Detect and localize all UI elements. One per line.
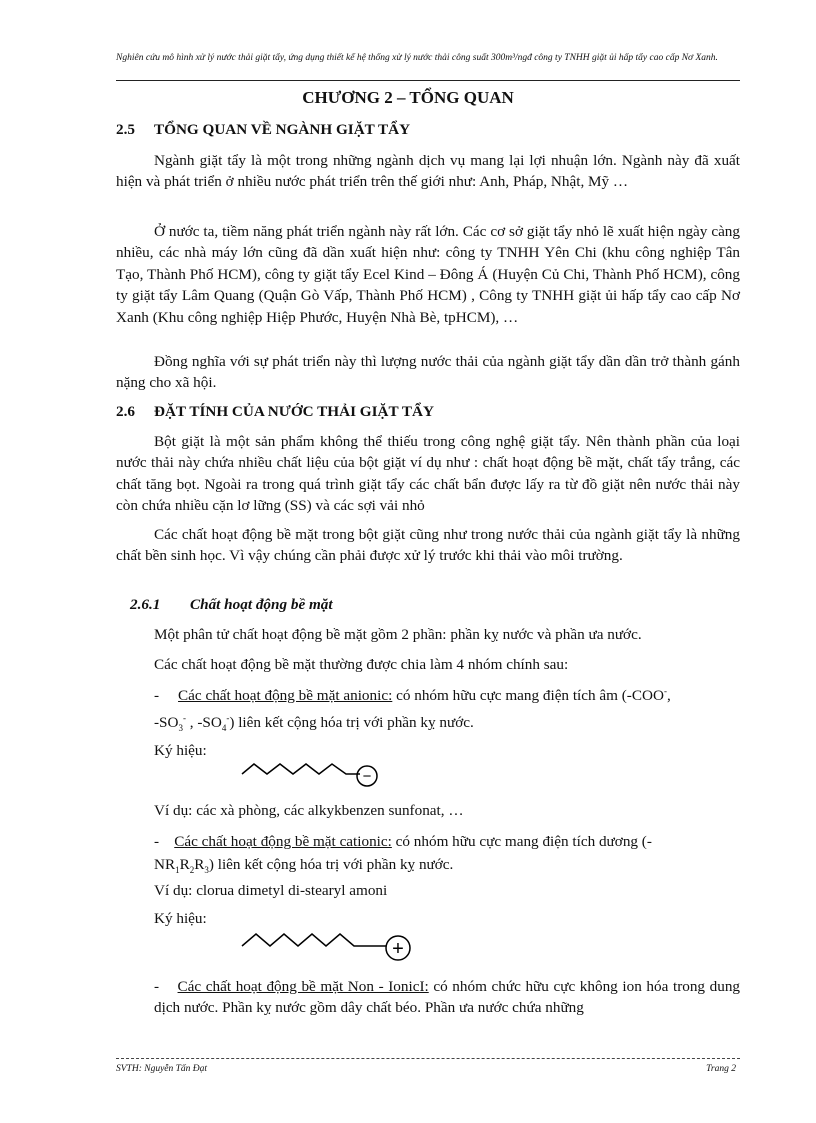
anionic-surfactant-symbol <box>240 760 380 794</box>
subsection-number: 2.6.1 <box>130 596 161 613</box>
list-item-nonionic <box>154 976 740 1019</box>
term-description: có nhóm hữu cực mang điện tích âm (-COO <box>392 687 664 705</box>
footer-rule <box>116 1058 740 1059</box>
list-item-cationic <box>154 833 652 851</box>
paragraph: Các chất hoạt động bề mặt thường được chia làm 4 nhóm chính sau: <box>154 656 569 673</box>
term-description: có nhóm chức hữu cực không ion hóa trong dung dịch nước. Phần kỵ nước gồm dây chất béo. Phần ưa nước chứa những <box>154 978 741 1017</box>
formula-line: $-SO_3^-$ , $-SO_4^-$) liên kết cộng hóa trị với phần kỵ nước. <box>154 713 474 734</box>
section-number: 2.5 <box>116 121 135 138</box>
section-heading-2-6 <box>116 403 434 421</box>
footer-author: SVTH: Nguyễn Tấn Đạt <box>116 1064 208 1074</box>
list-dash: - <box>154 978 160 995</box>
hydrophobic-chain <box>242 934 386 946</box>
section-title: TỔNG QUAN VỀ NGÀNH GIẶT TẨY <box>154 121 411 138</box>
paragraph: Ngành giặt tẩy là một trong những ngành dịch vụ mang lại lợi nhuận lớn. Ngành này đã xuất hiện và phát triển ở nhiều nước phát triển trên thế giới như: Anh, Pháp, Nhật, Mỹ … <box>116 152 740 191</box>
list-item-anionic: - Các chất hoạt động bề mặt anionic: có nhóm hữu cực mang điện tích âm (-COO-, <box>154 686 671 705</box>
formula-line: $NR_1R_2R_3$) liên kết cộng hóa trị với phần kỵ nước. <box>154 856 454 876</box>
example-cationic: Ví dụ: clorua dimetyl di-stearyl amoni <box>154 882 388 899</box>
paragraph: Bột giặt là một sản phẩm không thể thiếu trong công nghệ giặt tẩy. Nên thành phần của loại nước thải này chứa nhiều chất liệu của bột giặt ví dụ như : chất hoạt động bề mặt, chất tẩy trắng, các chất tăng bọt. Ngoài ra trong quá trình giặt tẩy các chất bẩn được lấy ra từ đồ giặt nên nước thải này còn chứa nhiều cặn lơ lững (SS) và các sợi vải nhỏ <box>116 433 740 515</box>
section-heading-2-5 <box>116 121 410 139</box>
chapter-title: CHƯƠNG 2 – TỔNG QUAN <box>302 88 514 107</box>
symbol-label: Ký hiệu: <box>154 910 207 927</box>
subsection-heading-2-6-1 <box>130 596 333 614</box>
paragraph: Đồng nghĩa với sự phát triển này thì lượng nước thải của ngành giặt tẩy dần dần trở thành gánh nặng cho xã hội. <box>116 353 740 392</box>
cationic-surfactant-symbol <box>240 928 420 968</box>
hydrophobic-chain <box>242 764 360 774</box>
footer-page-number: Trang 2 <box>706 1064 736 1074</box>
term-anionic: Các chất hoạt động bề mặt anionic: <box>178 687 393 705</box>
term-cationic: Các chất hoạt động bề mặt cationic: <box>174 833 392 850</box>
symbol-label: Ký hiệu: <box>154 742 207 759</box>
running-header: Nghiên cứu mô hình xử lý nước thải giặt tẩy, ứng dụng thiết kế hệ thống xử lý nước thải công suất 300m³/ngđ công ty TNHH giặt ủi hấp tẩy cao cấp Nơ Xanh. <box>116 53 718 63</box>
section-number: 2.6 <box>116 403 135 420</box>
header-rule <box>116 80 740 81</box>
term-nonionic: Các chất hoạt động bề mặt Non - IonicI: <box>177 978 429 995</box>
list-dash: - <box>154 833 160 850</box>
positive-sign: + <box>392 938 404 960</box>
section-title: ĐẶT TÍNH CỦA NƯỚC THẢI GIẶT TẨY <box>154 403 434 420</box>
term-description: có nhóm hữu cực mang điện tích dương (- <box>391 833 652 850</box>
paragraph: Các chất hoạt động bề mặt trong bột giặt cũng như trong nước thải của ngành giặt tẩy là những chất bền sinh học. Vì vậy chúng cần phải được xử lý trước khi thải vào môi trường. <box>116 526 740 565</box>
negative-sign: − <box>362 768 372 785</box>
paragraph: Một phân tử chất hoạt động bề mặt gồm 2 phần: phần kỵ nước và phần ưa nước. <box>154 626 642 643</box>
paragraph: Ở nước ta, tiềm năng phát triển ngành này rất lớn. Các cơ sở giặt tẩy nhỏ lẽ xuất hiện ngày càng nhiều, các nhà máy lớn cũng đã dần xuất hiện như: công ty TNHH Yên Chi (khu công nghiệp Tân Tạo, Thành Phố HCM), công ty giặt tẩy Ecel Kind – Đông Á (Huyện Củ Chi, Thành Phố HCM), công ty giặt tẩy Lâm Quang (Quận Gò Vấp, Thành Phố HCM) , Công ty TNHH giặt ủi hấp tẩy cao cấp Nơ Xanh (Khu công nghiệp Hiệp Phước, Huyện Nhà Bè, tpHCM), … <box>116 223 740 326</box>
subsection-title: Chất hoạt động bề mặt <box>190 596 333 613</box>
example-anionic: Ví dụ: các xà phòng, các alkykbenzen sunfonat, … <box>154 802 464 819</box>
list-dash: - <box>154 687 160 705</box>
